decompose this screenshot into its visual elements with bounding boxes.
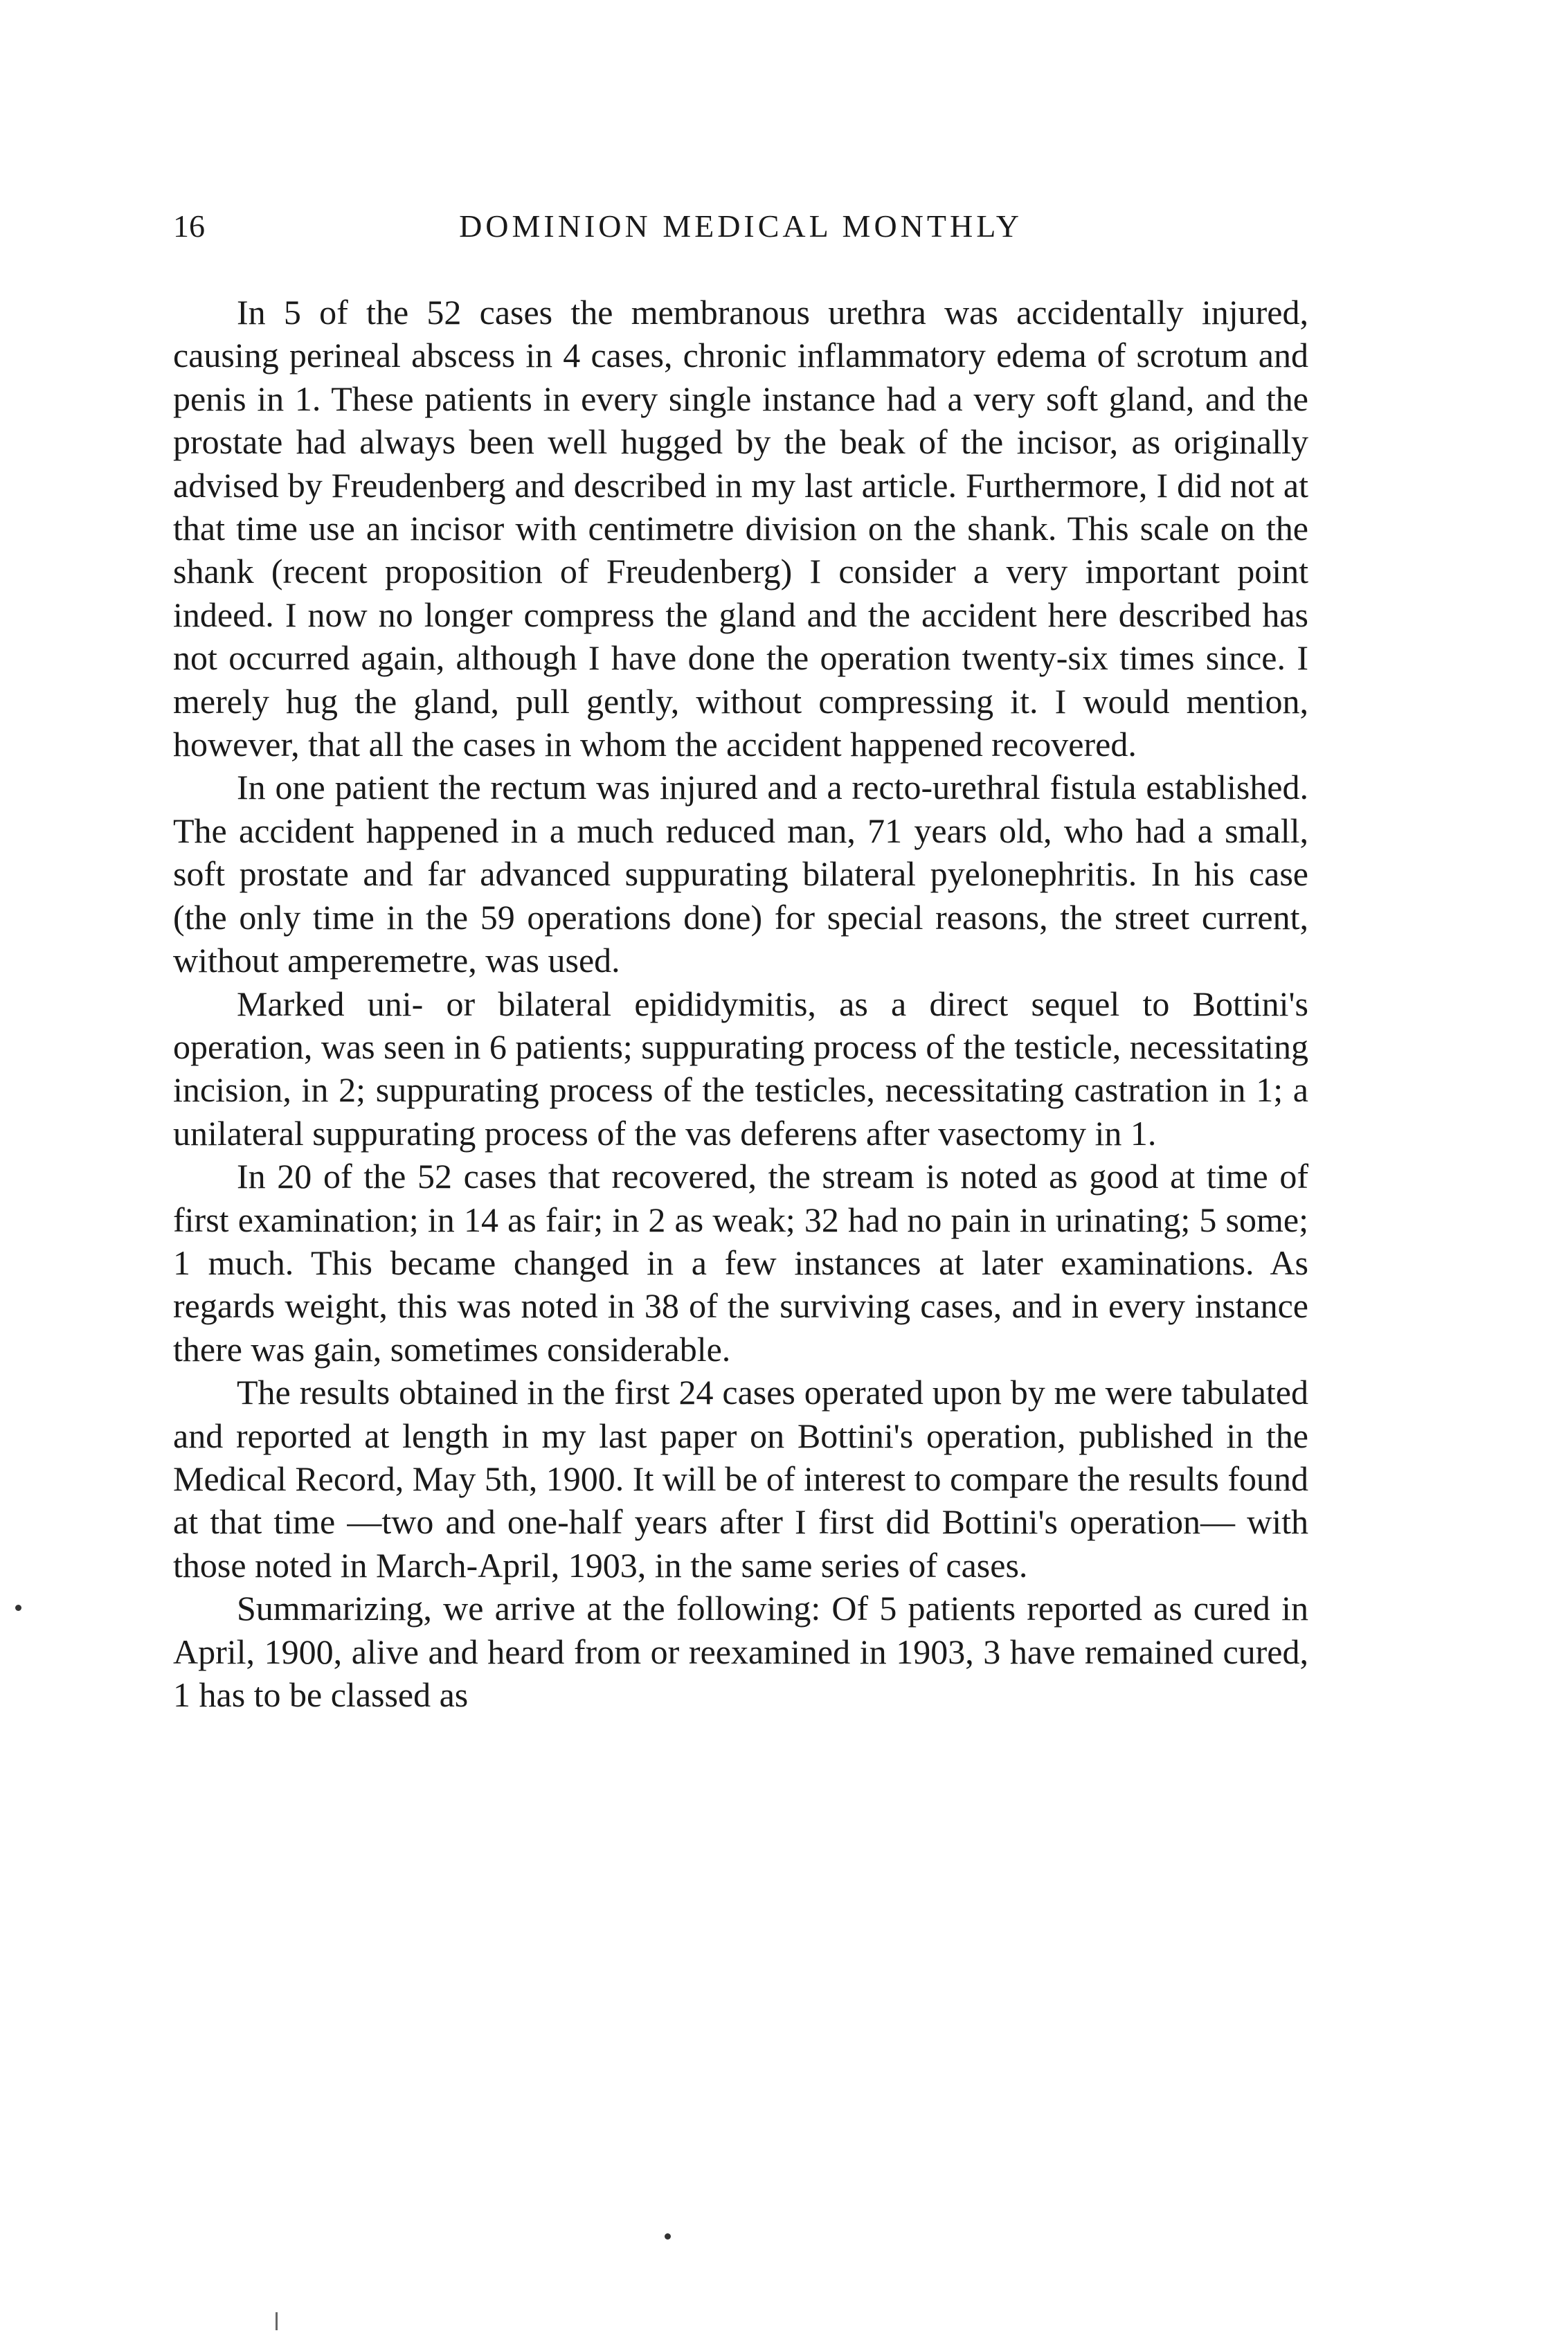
paragraph: In 5 of the 52 cases the membranous urethra was accidentally injured, causing perineal abscess in 4 cases, chronic inflammatory edema of scrotum and penis in 1. These patients in every single instance had a very soft gland, and the prostate had always been well hugged by the beak of the incisor, as originally advised by Freudenberg and described in my last article. Furthermore, I did not at that time use an incisor with centimetre division on the shank. This scale on the shank (recent proposition of Freudenberg) I consider a very important point indeed. I now no longer compress the gland and the accident here described has not occurred again, although I have done the operation twenty-six times since. I merely hug the gland, pull gently, without compressing it. I would mention, however, that all the cases in whom the accident happened recovered. [173,293,1308,764]
paragraph: Marked uni- or bilateral epididymitis, as a direct sequel to Bottini's operation, was seen in 6 patients; suppurating process of the testicle, necessitating incision, in 2; suppurating process of the testicles, necessitating castration in 1; a unilateral suppurating process of the vas deferens after vasectomy in 1. [173,984,1308,1153]
running-head: DOMINION MEDICAL MONTHLY [459,208,1022,244]
body-text [173,291,1308,1716]
paragraph: The results obtained in the first 24 cases operated upon by me were tabulated and reported at length in my last paper on Bottini's operation, published in the Medical Record, May 5th, 1900. It will be of interest to compare the results found at that time —two and one-half years after I first did Bottini's operation— with those noted in March-April, 1903, in the same series of cases. [173,1373,1308,1585]
margin-speck [15,1605,21,1611]
paragraph: In one patient the rectum was injured and a recto-urethral fistula established. The accident happened in a much reduced man, 71 years old, who had a small, soft prostate and far advanced suppurating bilateral pyelonephritis. In his case (the only time in the 59 operations done) for special reasons, the street current, without amperemetre, was used. [173,768,1308,980]
scan-mark [276,2312,278,2330]
margin-speck [665,2233,671,2240]
page-number: 16 [173,208,205,244]
paragraph: Summarizing, we arrive at the following: Of 5 patients reported as cured in April, 1900, alive and heard from or reexamined in 1903, 3 have remained cured, 1 has to be classed as [173,1589,1308,1714]
paragraph: In 20 of the 52 cases that recovered, the stream is noted as good at time of first examination; in 14 as fair; in 2 as weak; 32 had no pain in urinating; 5 some; 1 much. This became changed in a few instances at later examinations. As regards weight, this was noted in 38 of the surviving cases, and in every instance there was gain, sometimes considerable. [173,1157,1308,1369]
page-header [173,208,1308,249]
